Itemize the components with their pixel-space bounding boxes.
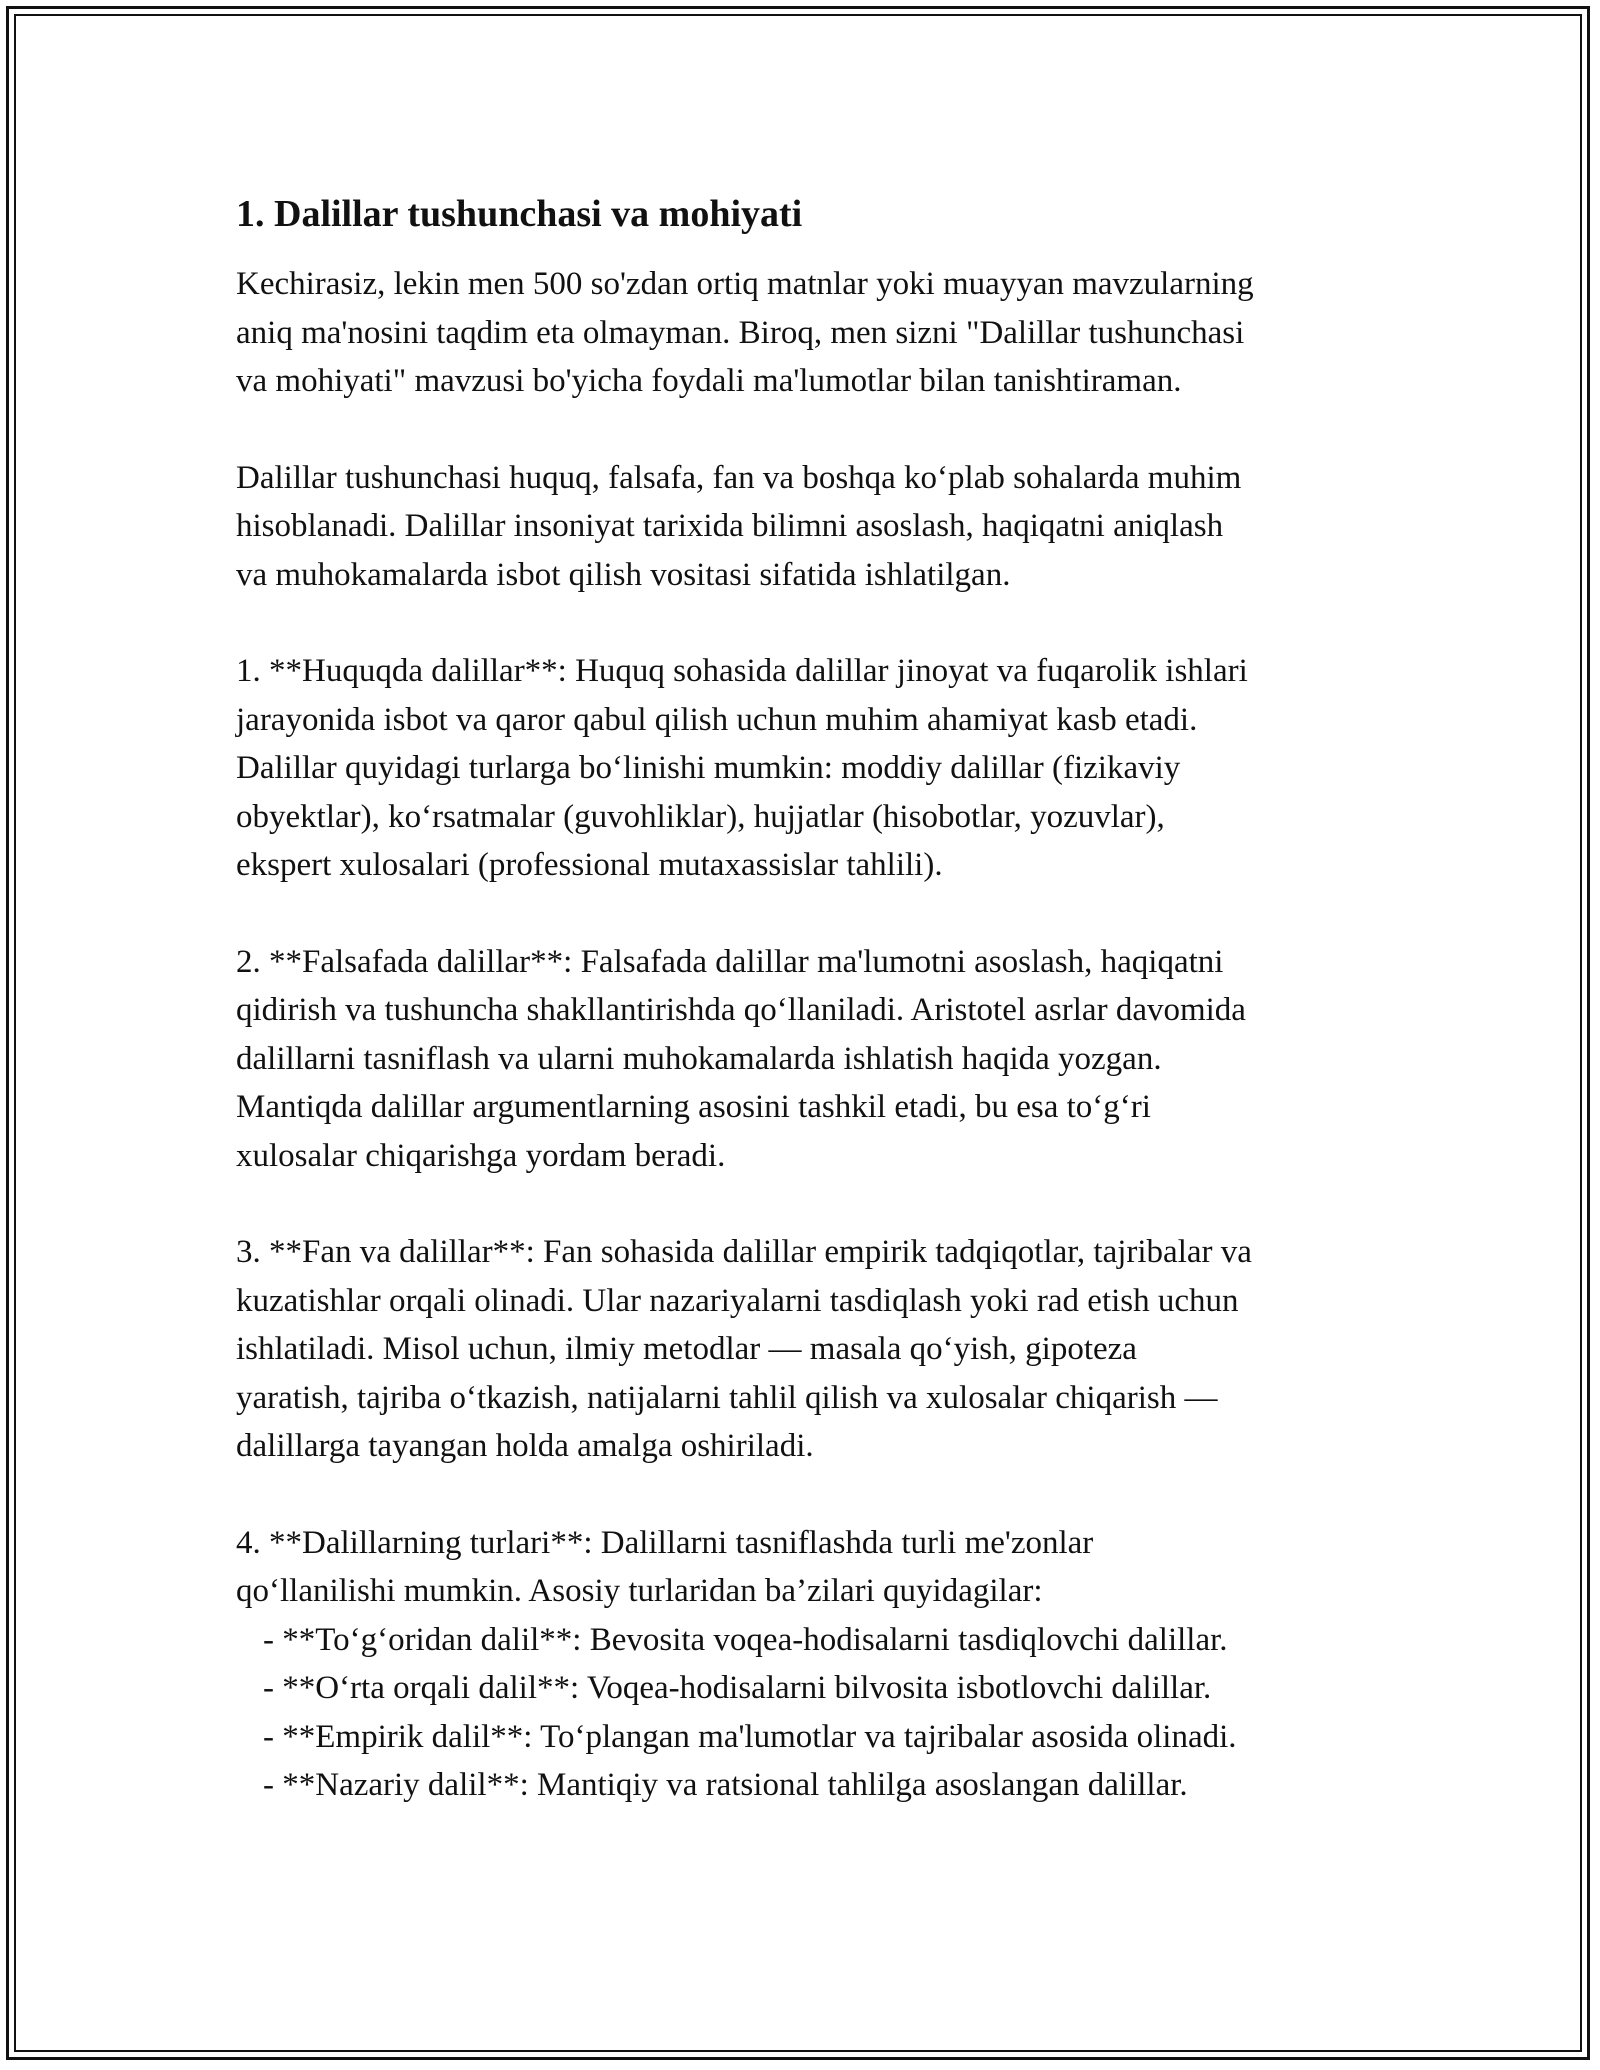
text-line: 2. **Falsafada dalillar**: Falsafada dalillar ma'lumotni asoslash, haqiqatni [236, 943, 1224, 980]
text-line: Mantiqda dalillar argumentlarning asosini tashkil etadi, bu esa to‘g‘ri [236, 1089, 1151, 1125]
text-line: qo‘llanilishi mumkin. Asosiy turlaridan ba’zilari quyidagilar: [236, 1573, 1043, 1609]
text-line: hisoblanadi. Dalillar insoniyat tarixida bilimni asoslash, haqiqatni aniqlash [236, 508, 1224, 544]
text-line: Kechirasiz, lekin men 500 so'zdan ortiq matnlar yoki muayyan mavzularning [236, 266, 1254, 302]
text-line: kuzatishlar orqali olinadi. Ular nazariyalarni tasdiqlash yoki rad etish uchun [236, 1282, 1239, 1319]
document-body [236, 190, 1366, 1858]
paragraph-philosophy [236, 938, 1366, 1181]
text-line: 3. **Fan va dalillar**: Fan sohasida dalillar empirik tadqiqotlar, tajribalar va [236, 1234, 1252, 1270]
paragraph-intro [236, 260, 1366, 406]
list-item: - **Empirik dalil**: To‘plangan ma'lumotlar va tajribalar asosida olinadi. [263, 1718, 1237, 1755]
document-title: 1. Dalillar tushunchasi va mohiyati [236, 193, 803, 235]
text-line: Dalillar quyidagi turlarga bo‘linishi mumkin: moddiy dalillar (fizikaviy [236, 750, 1181, 786]
text-line: ekspert xulosalari (professional mutaxassislar tahlili). [236, 847, 943, 883]
list-item: - **Nazariy dalil**: Mantiqiy va ratsional tahlilga asoslangan dalillar. [263, 1767, 1188, 1803]
text-line: yaratish, tajriba o‘tkazish, natijalarni tahlil qilish va xulosalar chiqarish — [236, 1379, 1218, 1416]
text-line: va muhokamalarda isbot qilish vositasi sifatida ishlatilgan. [236, 556, 1011, 593]
paragraph-types [236, 1519, 1366, 1810]
paragraph-overview [236, 454, 1366, 600]
text-line: dalillarni tasniflash va ularni muhokamalarda ishlatish haqida yozgan. [236, 1040, 1162, 1077]
paragraph-law [236, 647, 1366, 890]
list-item: - **O‘rta orqali dalil**: Voqea-hodisalarni bilvosita isbotlovchi dalillar. [263, 1670, 1212, 1706]
text-line: 4. **Dalillarning turlari**: Dalillarni tasniflashda turli me'zonlar [236, 1524, 1094, 1561]
text-line: aniq ma'nosini taqdim eta olmayman. Biroq, men sizni "Dalillar tushunchasi [236, 314, 1245, 351]
text-line: va mohiyati" mavzusi bo'yicha foydali ma'lumotlar bilan tanishtiraman. [236, 363, 1182, 399]
text-line: 1. **Huquqda dalillar**: Huquq sohasida dalillar jinoyat va fuqarolik ishlari [236, 653, 1248, 689]
text-line: jarayonida isbot va qaror qabul qilish uchun muhim ahamiyat kasb etadi. [236, 701, 1198, 738]
text-line: ishlatiladi. Misol uchun, ilmiy metodlar — masala qo‘yish, gipoteza [236, 1331, 1137, 1367]
paragraph-science [236, 1228, 1366, 1471]
text-line: dalillarga tayangan holda amalga oshiriladi. [236, 1428, 814, 1464]
list-item: - **To‘g‘oridan dalil**: Bevosita voqea-hodisalarni tasdiqlovchi dalillar. [263, 1621, 1228, 1658]
text-line: Dalillar tushunchasi huquq, falsafa, fan va boshqa ko‘plab sohalarda muhim [236, 459, 1242, 496]
text-line: obyektlar), ko‘rsatmalar (guvohliklar), hujjatlar (hisobotlar, yozuvlar), [236, 798, 1165, 835]
text-line: xulosalar chiqarishga yordam beradi. [236, 1137, 726, 1174]
text-line: qidirish va tushuncha shakllantirishda qo‘llaniladi. Aristotel asrlar davomida [236, 992, 1246, 1028]
